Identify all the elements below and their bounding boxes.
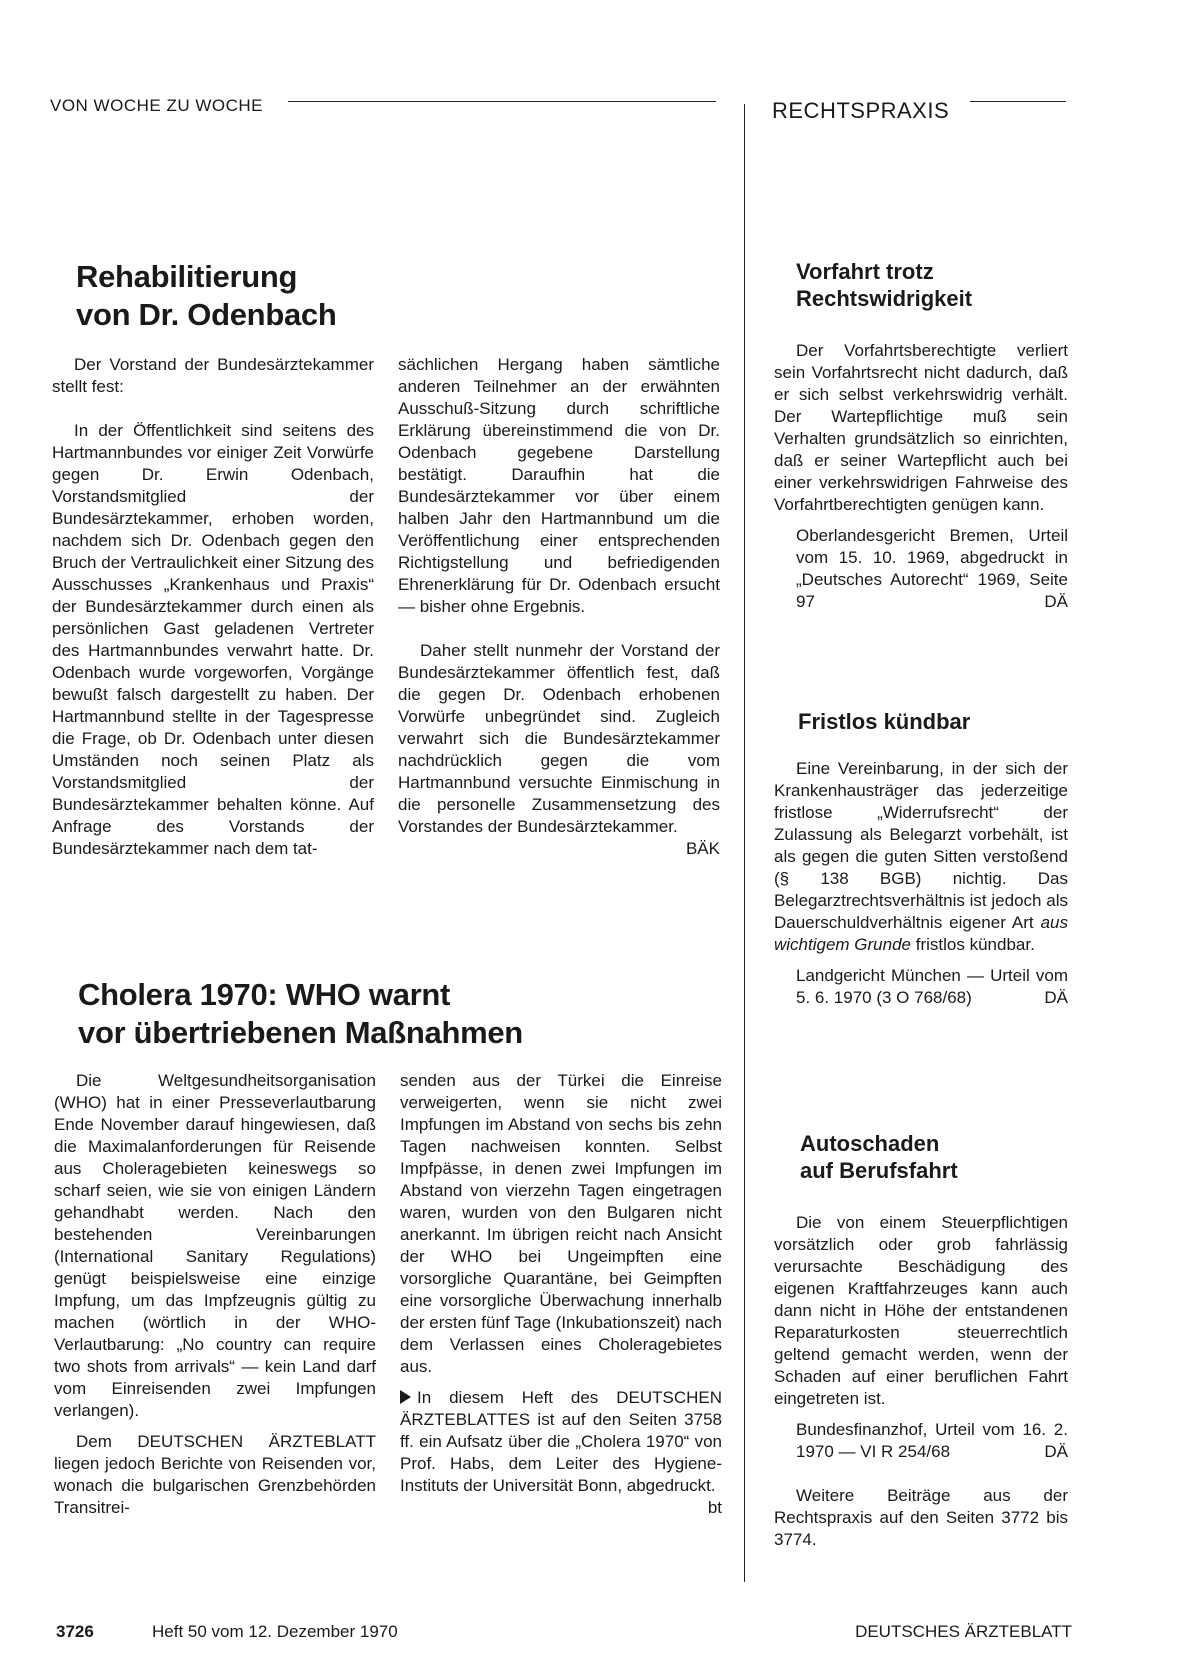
sidebar-title-autoschaden [800, 1130, 1080, 1184]
emphasis: aus wichtigem Grunde [774, 913, 1068, 954]
triangle-pointer-icon [400, 1390, 411, 1404]
sidebar-item-vorfahrt [774, 340, 1068, 613]
citation-text: Bundesfinanzhof, Urteil vom 16. 2. 1970 — VI R 254/68 [796, 1420, 1068, 1461]
sidebar-title-line: auf Berufsfahrt [800, 1158, 958, 1183]
column-divider [744, 104, 745, 1582]
paragraph-text: fristlos kündbar. [915, 935, 1035, 954]
article-title-line: von Dr. Odenbach [76, 297, 337, 332]
paragraph-text: In diesem Heft des DEUTSCHEN ÄRZTEBLATTES ist auf den Seiten 3758 ff. ein Aufsatz über die „Cholera 1970“ von Prof. Habs, dem Leiter des Hygiene-Instituts der Universität Bonn, abgedruckt. [400, 1388, 722, 1495]
paragraph-text: Daher stellt nunmehr der Vorstand der Bundesärztekammer öffentlich fest, daß die gegen Dr. Odenbach erhobenen Vorwürfe unbegründet sind. Zugleich verwahrt sich die Bundesärztekammer nachdrücklich gegen die vom Hartmannbund versuchte Einmischung in die personelle Zusammensetzung des Vorstandes der Bundesärztekammer. [398, 641, 720, 836]
journal-name: DEUTSCHES ÄRZTEBLATT [855, 1622, 1072, 1641]
article1-column-1 [52, 354, 374, 860]
sidebar-title-line: Fristlos kündbar [798, 709, 971, 734]
court-citation [774, 965, 1068, 1009]
sidebar-title-line: Autoschaden [800, 1131, 940, 1156]
sidebar-title-line: Vorfahrt trotz [796, 259, 934, 284]
page-number: 3726 [56, 1622, 94, 1641]
article1-column-2 [398, 354, 720, 860]
court-citation [774, 525, 1068, 613]
article-title-cholera [78, 976, 718, 1052]
paragraph: Die von einem Steuerpflichtigen vorsätzlich oder grob fahrlässig verursachte Beschädigung des eigenen Kraftfahrzeuges kann auch dann nicht in Höhe der entstandenen Reparaturkosten steuerrechtlich geltend gemacht werden, wenn der Schaden auf einer beruflichen Fahrt eingetreten ist. [774, 1213, 1068, 1408]
paragraph [398, 640, 720, 858]
sidebar-title-vorfahrt [796, 258, 1076, 312]
signature: DÄ [1044, 592, 1068, 611]
paragraph-text: Eine Vereinbarung, in der sich der Krankenhausträger das jederzeitige fristlose „Widerrufsrecht“ der Zulassung als Belegarzt vorbehält, ist als gegen die guten Sitten verstoßend (§ 138 BGB) nichtig. Das Belegarztrechtsverhältnis ist jedoch als Dauerschuldverhältnis eigener Art [774, 759, 1068, 932]
paragraph [774, 758, 1068, 956]
citation-text: Oberlandesgericht Bremen, Urteil vom 15. 10. 1969, abgedruckt in „Deutsches Autorecht“ 1969, Seite 97 [796, 526, 1068, 611]
signature: DÄ [1044, 988, 1068, 1007]
article-title-odenbach [76, 258, 716, 334]
sidebar-title-fristlos [798, 708, 1078, 735]
issue-info: Heft 50 vom 12. Dezember 1970 [152, 1622, 398, 1641]
citation-text: Landgericht München — Urteil vom 5. 6. 1970 (3 O 768/68) [796, 966, 1068, 1007]
paragraph: Der Vorstand der Bundesärztekammer stellt fest: [52, 355, 374, 396]
sidebar-item-fristlos [774, 758, 1068, 1009]
paragraph: In der Öffentlichkeit sind seitens des Hartmannbundes vor einiger Zeit Vorwürfe gegen Dr. Erwin Odenbach, Vorstandsmitglied der Bundesärztekammer, erhoben worden, nachdem sich Dr. Odenbach gegen den Bruch der Vertraulichkeit einer Sitzung des Ausschusses „Krankenhaus und Praxis“ der Bundesärztekammer durch einen als persönlichen Gast geladenen Vertreter des Hartmannbundes verwahrt hatte. Dr. Odenbach wurde vorgeworfen, Vorgänge bewußt falsch dargestellt zu haben. Der Hartmannbund stellte in der Tagespresse die Frage, ob Dr. Odenbach unter diesen Umständen noch seinen Platz als Vorstandsmitglied der Bundesärztekammer behalten könne. Auf Anfrage des Vorstands der Bundesärztekammer nach dem tat- [52, 421, 374, 858]
article-title-line: vor übertriebenen Maßnahmen [78, 1015, 523, 1050]
court-citation [774, 1419, 1068, 1463]
paragraph: senden aus der Türkei die Einreise verweigerten, wenn sie nicht zwei Impfungen im Abstand von sechs bis zehn Tagen nachweisen konnten. Selbst Impfpässe, in denen zwei Impfungen im Abstand von vierzehn Tagen eingetragen waren, wurden von den Bulgaren nicht anerkannt. Im übrigen reicht nach Ansicht der WHO bei Ungeimpften eine vorsorgliche Quarantäne, bei Geimpften eine vorsorgliche Überwachung innerhalb der ersten fünf Tage (Inkubationszeit) nach dem Verlassen eines Choleragebietes aus. [400, 1071, 722, 1376]
header-rule-left [288, 101, 716, 102]
sidebar-item-autoschaden [774, 1212, 1068, 1551]
section-header-right: RECHTSPRAXIS [772, 98, 950, 123]
header-rule-right [970, 101, 1066, 102]
paragraph: Die Weltgesundheitsorganisation (WHO) hat in einer Presseverlautbarung Ende November darauf hingewiesen, daß die Maximalanforderungen für Reisende aus Choleragebieten keineswegs so scharf seien, wie sie von einigen Ländern gehandhabt werden. Nach den bestehenden Vereinbarungen (International Sanitary Regulations) genügt beispielsweise eine einzige Impfung, um das Impfzeugnis gültig zu machen (wörtlich in der WHO-Verlautbarung: „No country can require two shots from arrivals“ — kein Land darf vom Einreisenden zwei Impfungen verlangen). [54, 1071, 376, 1420]
see-also-note: Weitere Beiträge aus der Rechtspraxis auf den Seiten 3772 bis 3774. [774, 1486, 1068, 1549]
signature: bt [707, 1498, 722, 1517]
sidebar-title-line: Rechtswidrigkeit [796, 286, 973, 311]
paragraph: sächlichen Hergang haben sämtliche anderen Teilnehmer an der erwähnten Ausschuß-Sitzung durch schriftliche Erklärung übereinstimmend die von Dr. Odenbach gegebene Darstellung bestätigt. Daraufhin hat die Bundesärztekammer vor über einem halben Jahr den Hartmannbund um die Veröffentlichung einer entsprechenden Richtigstellung und befriedigenden Ehrenerklärung für Dr. Odenbach ersucht — bisher ohne Ergebnis. [398, 355, 720, 616]
paragraph: Der Vorfahrtsberechtigte verliert sein Vorfahrtsrecht nicht dadurch, daß er sich selbst verkehrswidrig verhält. Der Wartepflichtige muß sein Verhalten grundsätzlich so einrichten, daß er seiner Wartepflicht auch bei einer verkehrswidrigen Fahrweise des Vorfahrtberechtigten genügen kann. [774, 341, 1068, 514]
paragraph: Dem DEUTSCHEN ÄRZTEBLATT liegen jedoch Berichte von Reisenden vor, wonach die bulgarischen Grenzbehörden Transitrei- [54, 1432, 376, 1517]
article-title-line: Cholera 1970: WHO warnt [78, 977, 451, 1012]
section-header-left: VON WOCHE ZU WOCHE [50, 96, 263, 115]
signature: BÄK [685, 839, 720, 858]
article2-column-2 [400, 1070, 722, 1519]
article2-column-1 [54, 1070, 376, 1519]
article-title-line: Rehabilitierung [76, 259, 298, 294]
paragraph [400, 1387, 722, 1517]
signature: DÄ [1044, 1442, 1068, 1461]
